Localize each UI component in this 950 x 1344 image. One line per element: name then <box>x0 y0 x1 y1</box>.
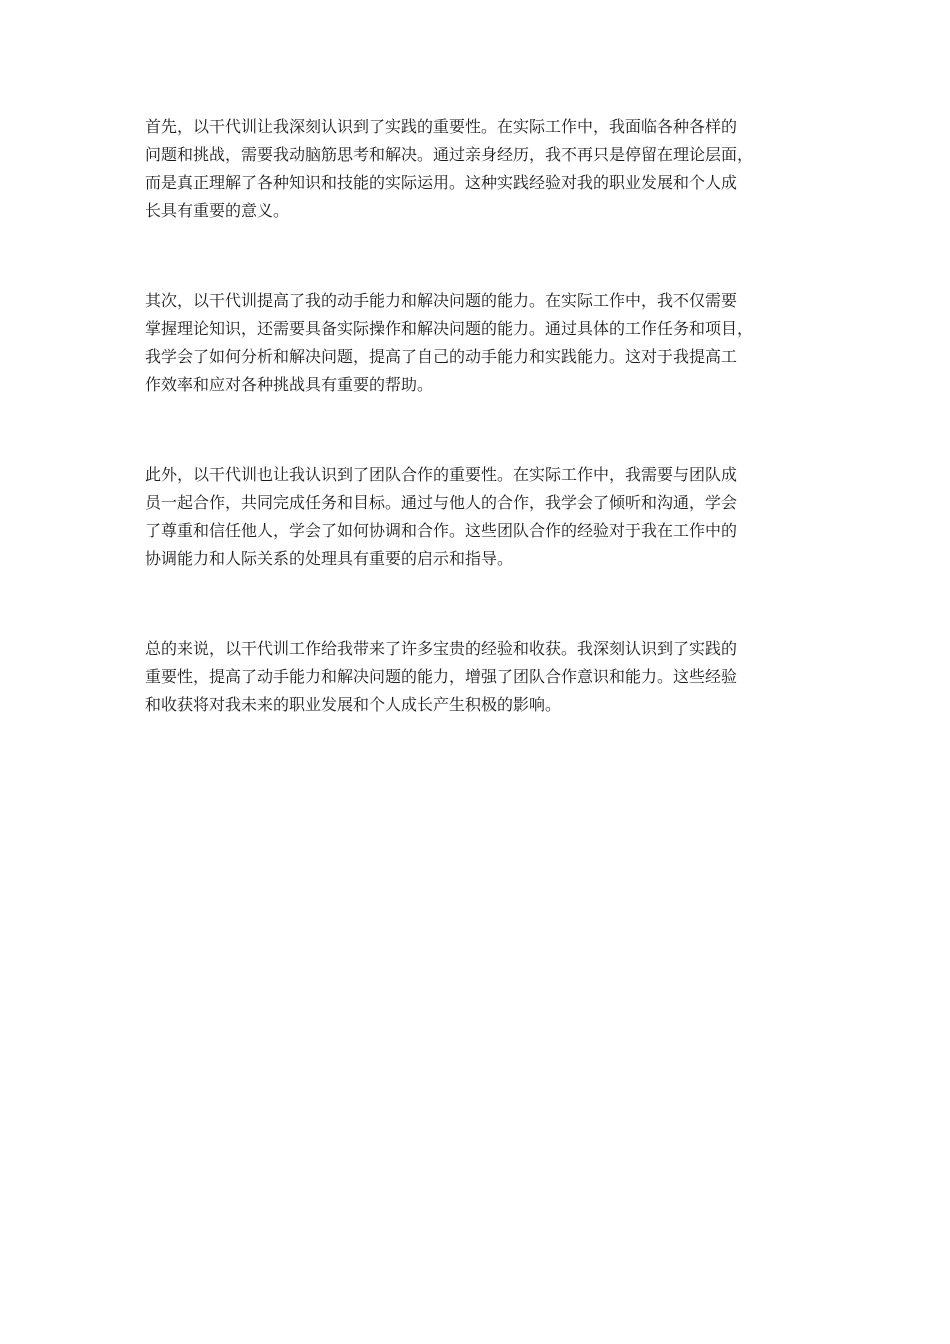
text-line: 和收获将对我未来的职业发展和个人成长产生积极的影响。 <box>145 695 562 714</box>
text-line: 我学会了如何分析和解决问题，提高了自己的动手能力和实践能力。这对于我提高工 <box>145 347 738 366</box>
paragraph-hands-on-ability <box>145 287 805 399</box>
text-line: 其次，以干代训提高了我的动手能力和解决问题的能力。在实际工作中，我不仅需要 <box>145 291 738 310</box>
text-line: 协调能力和人际关系的处理具有重要的启示和指导。 <box>145 549 514 568</box>
text-line: 问题和挑战，需要我动脑筋思考和解决。通过亲身经历，我不再只是停留在理论层面， <box>145 145 754 164</box>
text-line: 重要性，提高了动手能力和解决问题的能力，增强了团队合作意识和能力。这些经验 <box>145 667 738 686</box>
text-line: 总的来说，以干代训工作给我带来了许多宝贵的经验和收获。我深刻认识到了实践的 <box>145 639 738 658</box>
paragraph-conclusion <box>145 635 805 719</box>
text-line: 此外，以干代训也让我认识到了团队合作的重要性。在实际工作中，我需要与团队成 <box>145 465 738 484</box>
text-line: 首先，以干代训让我深刻认识到了实践的重要性。在实际工作中，我面临各种各样的 <box>145 117 738 136</box>
text-line: 长具有重要的意义。 <box>145 201 290 220</box>
text-line: 员一起合作，共同完成任务和目标。通过与他人的合作，我学会了倾听和沟通，学会 <box>145 493 738 512</box>
paragraph-practice-importance <box>145 113 805 225</box>
text-line: 掌握理论知识，还需要具备实际操作和解决问题的能力。通过具体的工作任务和项目， <box>145 319 754 338</box>
text-line: 作效率和应对各种挑战具有重要的帮助。 <box>145 375 434 394</box>
paragraph-teamwork <box>145 461 805 573</box>
text-line: 而是真正理解了各种知识和技能的实际运用。这种实践经验对我的职业发展和个人成 <box>145 173 738 192</box>
text-line: 了尊重和信任他人，学会了如何协调和合作。这些团队合作的经验对于我在工作中的 <box>145 521 738 540</box>
